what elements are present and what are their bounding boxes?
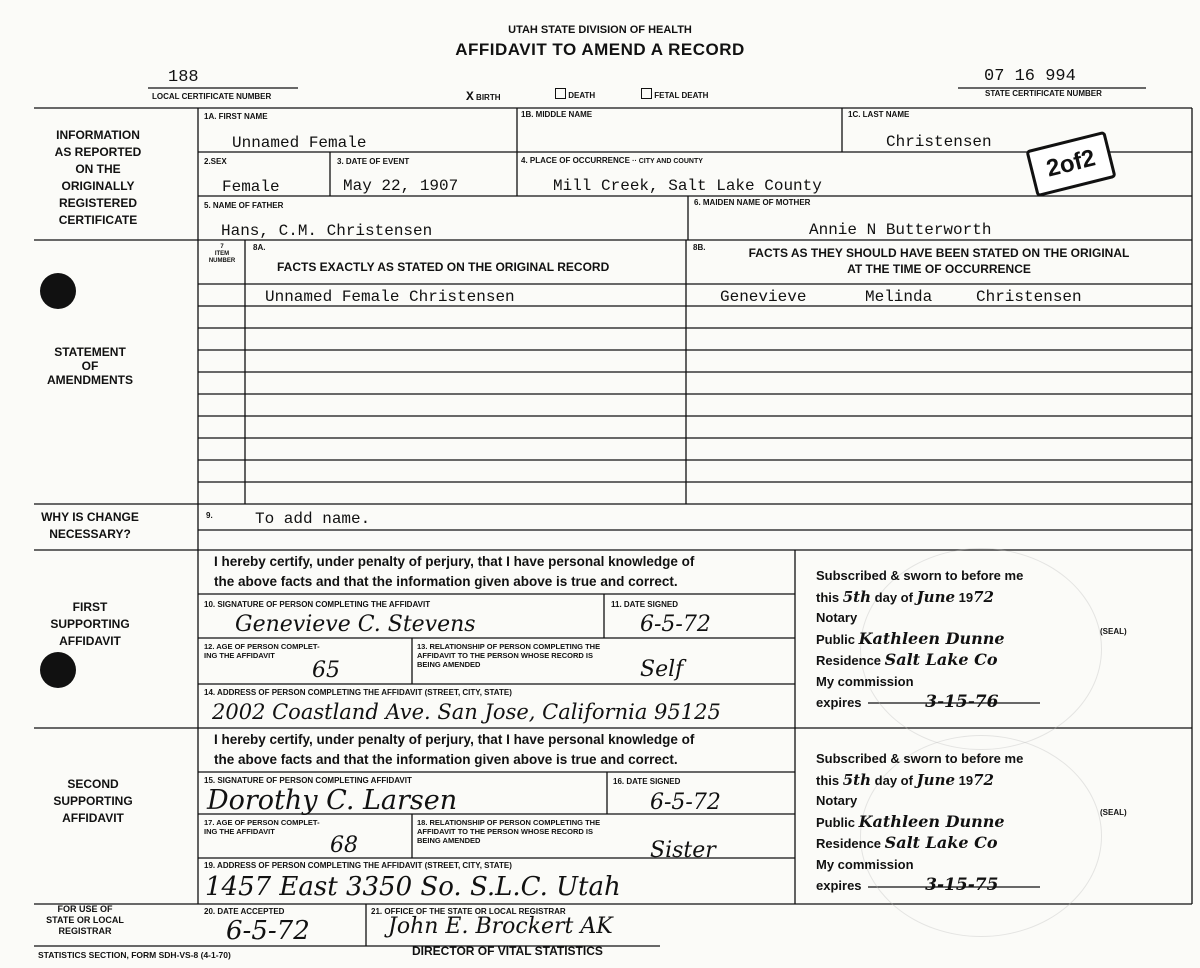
age2-label: 17. AGE OF PERSON COMPLET- ING THE AFFIDAVIT [204,818,320,836]
sig2-label: 15. SIGNATURE OF PERSON COMPLETING AFFIDAVIT [204,776,412,785]
addr2-value: 1457 East 3350 So. S.L.C. Utah [205,872,621,902]
place-value: Mill Creek, Salt Lake County [553,177,822,195]
place-label-text: 4. PLACE OF OCCURRENCE [521,156,630,165]
sex-value: Female [222,178,280,196]
notary1-day-line [816,587,1046,609]
type-fetal-death [641,88,708,100]
page-count-stamp: 2of2 [1025,131,1116,197]
why-number: 9. [206,511,213,520]
notary2-day-of: day of [874,772,913,788]
notary1-day: 5th [842,587,872,606]
sig1-label: 10. SIGNATURE OF PERSON COMPLETING THE AFFIDAVIT [204,600,431,609]
type-death [555,88,595,100]
notary2-signature: Kathleen Dunne [858,811,1005,831]
date1-value: 6-5-72 [640,612,711,637]
notary1-expires: expires [816,695,862,710]
notary1-expires-value: 3-15-76 [925,692,999,712]
form-footer: STATISTICS SECTION, FORM SDH-VS-8 (4-1-70) [38,950,231,960]
birth-checkmark: X [466,89,474,104]
sex-label: 2.SEX [204,157,227,166]
rel1-value: Self [640,657,684,682]
notary1-year: 72 [973,587,994,606]
section-second-affidavit-label: SECOND SUPPORTING AFFIDAVIT [53,777,133,825]
corrected-middle-name: Melinda [865,288,933,306]
notary-block-2 [816,749,1046,897]
corrected-last-name: Christensen [976,288,1082,306]
last-name-value: Christensen [886,133,992,151]
fetal-death-checkbox [641,88,652,99]
section-why-label: WHY IS CHANGE NECESSARY? [41,510,139,541]
notary1-residence-value: Salt Lake Co [884,650,998,669]
notary2-this: this [816,772,840,788]
date1-label: 11. DATE SIGNED [611,600,678,609]
why-change-value: To add name. [255,510,371,528]
notary1-public-line [816,629,1046,651]
date-event-label: 3. DATE OF EVENT [337,157,410,166]
agency-name: UTAH STATE DIVISION OF HEALTH [508,24,692,36]
col-8b-header: FACTS AS THEY SHOULD HAVE BEEN STATED ON THE ORIGINAL AT THE TIME OF OCCURRENCE [748,246,1130,276]
director-label: DIRECTOR OF VITAL STATISTICS [412,944,603,958]
first-name-value: Unnamed Female [232,134,367,152]
section-first-affidavit-label: FIRST SUPPORTING AFFIDAVIT [50,600,130,648]
state-certificate-number: 07 16 994 [984,67,1076,86]
rel2-value: Sister [650,838,716,863]
notary2-expires: expires [816,878,862,893]
item-number-label: 7 ITEM NUMBER [208,244,236,264]
seal-label-2: (SEAL) [1100,808,1127,817]
seal-label-1: (SEAL) [1100,627,1127,636]
notary2-month: June [916,770,956,789]
death-checkbox [555,88,566,99]
notary1-signature: Kathleen Dunne [858,628,1005,648]
fetal-death-label: FETAL DEATH [654,91,709,100]
middle-name-label: 1B. MIDDLE NAME [521,110,593,119]
notary2-public: Public [816,814,856,830]
age2-value: 68 [330,833,358,858]
date-accepted-value: 6-5-72 [226,916,310,946]
first-name-label: 1A. FIRST NAME [204,112,268,121]
corrected-first-name: Genevieve [720,288,807,306]
certify-text-1: I hereby certify, under penalty of perjury, that I have personal knowledge of the above facts and that the information given above is true and correct. [214,554,695,589]
form-title: AFFIDAVIT TO AMEND A RECORD [455,40,745,59]
sig2-value: Dorothy C. Larsen [207,785,458,816]
birth-label: BIRTH [476,93,501,102]
col-8a-header: FACTS EXACTLY AS STATED ON THE ORIGINAL RECORD [277,260,610,274]
notary2-day: 5th [842,770,872,789]
notary2-public-line [816,812,1046,834]
punch-hole-top [40,273,76,309]
notary2-sworn-line: Subscribed & sworn to before me [816,751,1024,766]
notary2-notary-word: Notary [816,793,858,808]
mother-label: 6. MAIDEN NAME OF MOTHER [694,198,811,207]
addr1-value: 2002 Coastland Ave. San Jose, California 95125 [212,700,721,724]
notary1-public: Public [816,631,856,647]
notary2-commission: My commission [816,856,914,872]
date-accepted-label: 20. DATE ACCEPTED [204,907,285,916]
punch-hole-bottom [40,652,76,688]
section-registrar-label: FOR USE OF STATE OR LOCAL REGISTRAR [46,904,124,936]
col-8b-number: 8B. [693,243,706,252]
father-label: 5. NAME OF FATHER [204,201,284,210]
notary2-expires-value: 3-15-75 [925,875,999,895]
original-fact-value: Unnamed Female Christensen [265,288,515,306]
type-birth [466,89,501,104]
sig1-value: Genevieve C. Stevens [235,612,476,637]
mother-value: Annie N Butterworth [809,221,992,239]
rel1-label: 13. RELATIONSHIP OF PERSON COMPLETING THE AFFIDAVIT TO THE PERSON WHOSE RECORD IS BEING AMENDED [417,642,601,669]
registrar-signature: John E. Brockert AK [388,914,613,939]
registrar-office-label: 21. OFFICE OF THE STATE OR LOCAL REGISTRAR [371,907,566,916]
notary1-month: June [916,587,956,606]
notary1-residence-line [816,650,1046,672]
rel2-label: 18. RELATIONSHIP OF PERSON COMPLETING THE AFFIDAVIT TO THE PERSON WHOSE RECORD IS BEING AMENDED [417,818,601,845]
section-info-label: INFORMATION AS REPORTED ON THE ORIGINALLY REGISTERED CERTIFICATE [54,128,142,227]
age1-value: 65 [312,658,340,683]
date-event-value: May 22, 1907 [343,177,459,195]
addr2-label: 19. ADDRESS OF PERSON COMPLETING THE AFFIDAVIT (STREET, CITY, STATE) [204,861,512,870]
notary1-day-of: day of [874,589,913,605]
col-8a-number: 8A. [253,243,266,252]
notary2-year: 72 [973,770,994,789]
notary1-sworn-line: Subscribed & sworn to before me [816,568,1024,583]
notary2-expires-line [816,875,1046,897]
local-certificate-label: LOCAL CERTIFICATE NUMBER [152,92,272,101]
death-label: DEATH [568,91,596,100]
local-certificate-number: 188 [168,68,199,87]
age1-label: 12. AGE OF PERSON COMPLET- ING THE AFFIDAVIT [204,642,320,660]
last-name-label: 1C. LAST NAME [848,110,910,119]
notary2-day-line [816,770,1046,792]
notary1-this: this [816,589,840,605]
father-value: Hans, C.M. Christensen [221,222,433,240]
notary2-century: 19 [958,772,974,788]
date2-value: 6-5-72 [650,790,721,815]
notary1-expires-line [816,692,1046,714]
place-sublabel: CITY AND COUNTY [638,158,703,165]
date2-label: 16. DATE SIGNED [613,777,681,786]
notary1-residence: Residence [816,653,882,668]
addr1-label: 14. ADDRESS OF PERSON COMPLETING THE AFFIDAVIT (STREET, CITY, STATE) [204,688,512,697]
notary2-residence: Residence [816,836,882,851]
notary2-residence-value: Salt Lake Co [884,833,998,852]
notary1-notary-word: Notary [816,610,858,625]
notary1-commission: My commission [816,673,914,689]
certify-text-2: I hereby certify, under penalty of perjury, that I have personal knowledge of the above facts and that the information given above is true and correct. [214,732,695,767]
place-label: 4. PLACE OF OCCURRENCE ·· CITY AND COUNTY [521,156,703,165]
notary1-century: 19 [958,589,974,605]
notary2-residence-line [816,833,1046,855]
notary-block-1 [816,566,1046,714]
state-certificate-label: STATE CERTIFICATE NUMBER [985,89,1102,98]
section-statement-label: STATEMENT OF AMENDMENTS [47,345,133,387]
